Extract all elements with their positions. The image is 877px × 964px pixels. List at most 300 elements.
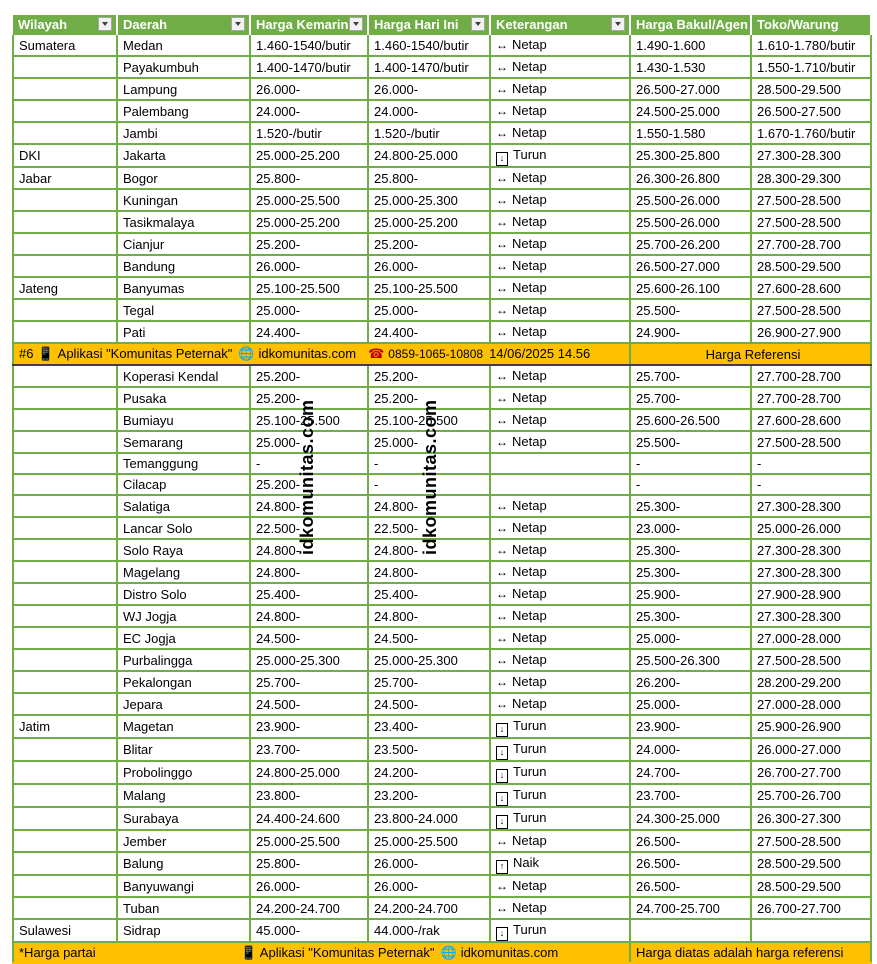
cell-col-6[interactable]: 27.000-28.000 bbox=[751, 693, 871, 715]
cell-col-4[interactable] bbox=[490, 365, 630, 387]
cell-col-0[interactable]: DKI bbox=[13, 144, 117, 167]
cell-col-3[interactable]: 25.000-25.300 bbox=[368, 189, 490, 211]
cell-col-0[interactable] bbox=[13, 233, 117, 255]
cell-col-5[interactable]: 1.490-1.600 bbox=[630, 35, 751, 56]
cell-col-4[interactable] bbox=[490, 35, 630, 56]
cell-col-6[interactable]: - bbox=[751, 453, 871, 474]
cell-col-1[interactable]: Banyumas bbox=[117, 277, 250, 299]
cell-col-5[interactable]: 25.700- bbox=[630, 365, 751, 387]
cell-col-5[interactable]: 23.000- bbox=[630, 517, 751, 539]
cell-col-6[interactable]: 28.500-29.500 bbox=[751, 852, 871, 875]
cell-col-6[interactable]: 1.670-1.760/butir bbox=[751, 122, 871, 144]
cell-col-4[interactable] bbox=[490, 605, 630, 627]
cell-col-3[interactable]: 24.800- bbox=[368, 539, 490, 561]
cell-col-3[interactable]: 25.000-25.200 bbox=[368, 211, 490, 233]
status-text: Netap bbox=[512, 696, 547, 711]
cell-col-1[interactable]: Jakarta bbox=[117, 144, 250, 167]
cell-col-4[interactable] bbox=[490, 583, 630, 605]
cell-col-3[interactable]: 24.800- bbox=[368, 561, 490, 583]
cell-col-4[interactable] bbox=[490, 671, 630, 693]
cell-col-1[interactable]: Jepara bbox=[117, 693, 250, 715]
cell-col-1[interactable]: Pusaka bbox=[117, 387, 250, 409]
cell-col-0[interactable] bbox=[13, 649, 117, 671]
cell-col-2[interactable]: 25.200- bbox=[250, 365, 368, 387]
cell-col-3[interactable]: 26.000- bbox=[368, 78, 490, 100]
cell-col-1[interactable]: Bogor bbox=[117, 167, 250, 189]
status-text: Netap bbox=[512, 674, 547, 689]
cell-col-6[interactable]: 26.300-27.300 bbox=[751, 807, 871, 830]
cell-col-3[interactable]: 24.800-25.000 bbox=[368, 144, 490, 167]
cell-col-3[interactable]: 1.400-1470/butir bbox=[368, 56, 490, 78]
cell-col-3[interactable]: 25.000-25.500 bbox=[368, 830, 490, 852]
cell-col-4[interactable] bbox=[490, 78, 630, 100]
cell-col-2[interactable]: 24.000- bbox=[250, 100, 368, 122]
cell-col-0[interactable] bbox=[13, 517, 117, 539]
cell-col-5[interactable]: 25.500-26.300 bbox=[630, 649, 751, 671]
cell-col-3[interactable]: 44.000-/rak bbox=[368, 919, 490, 942]
cell-col-0[interactable] bbox=[13, 693, 117, 715]
cell-col-4[interactable] bbox=[490, 693, 630, 715]
cell-col-6[interactable]: 27.500-28.500 bbox=[751, 649, 871, 671]
cell-col-4[interactable] bbox=[490, 409, 630, 431]
cell-col-3[interactable]: 25.000- bbox=[368, 431, 490, 453]
cell-col-1[interactable]: Surabaya bbox=[117, 807, 250, 830]
left-right-arrow-icon: ↔ bbox=[496, 543, 508, 557]
filter-dropdown-icon[interactable] bbox=[611, 17, 625, 31]
cell-col-2[interactable]: 1.460-1540/butir bbox=[250, 35, 368, 56]
cell-col-4[interactable] bbox=[490, 897, 630, 919]
cell-col-0[interactable] bbox=[13, 738, 117, 761]
cell-col-0[interactable] bbox=[13, 255, 117, 277]
cell-col-5[interactable]: 26.500- bbox=[630, 830, 751, 852]
cell-col-5[interactable]: - bbox=[630, 474, 751, 495]
cell-col-2[interactable]: 23.900- bbox=[250, 715, 368, 738]
cell-col-2[interactable]: 26.000- bbox=[250, 255, 368, 277]
cell-col-2[interactable]: 25.200- bbox=[250, 387, 368, 409]
cell-col-3[interactable]: 25.000-25.300 bbox=[368, 649, 490, 671]
cell-col-6[interactable]: 27.000-28.000 bbox=[751, 627, 871, 649]
cell-col-3[interactable]: 24.200-24.700 bbox=[368, 897, 490, 919]
cell-col-1[interactable]: Temanggung bbox=[117, 453, 250, 474]
cell-col-1[interactable]: Pekalongan bbox=[117, 671, 250, 693]
cell-col-4[interactable] bbox=[490, 453, 630, 474]
cell-col-2[interactable]: 25.000-25.200 bbox=[250, 144, 368, 167]
cell-col-0[interactable] bbox=[13, 539, 117, 561]
cell-col-2[interactable]: 24.800- bbox=[250, 495, 368, 517]
cell-col-5[interactable]: 25.300- bbox=[630, 495, 751, 517]
cell-col-6[interactable]: 27.600-28.600 bbox=[751, 277, 871, 299]
cell-col-6[interactable] bbox=[751, 919, 871, 942]
cell-col-5[interactable]: 24.000- bbox=[630, 738, 751, 761]
cell-col-0[interactable] bbox=[13, 784, 117, 807]
cell-col-4[interactable] bbox=[490, 627, 630, 649]
cell-col-2[interactable]: 25.800- bbox=[250, 852, 368, 875]
cell-col-3[interactable]: 1.460-1540/butir bbox=[368, 35, 490, 56]
cell-col-0[interactable] bbox=[13, 189, 117, 211]
cell-col-2[interactable]: 25.000- bbox=[250, 431, 368, 453]
cell-col-2[interactable]: 25.000- bbox=[250, 299, 368, 321]
cell-col-1[interactable]: Kuningan bbox=[117, 189, 250, 211]
cell-col-3[interactable]: - bbox=[368, 453, 490, 474]
filter-dropdown-icon[interactable] bbox=[231, 17, 245, 31]
cell-col-2[interactable]: 24.200-24.700 bbox=[250, 897, 368, 919]
cell-col-4[interactable] bbox=[490, 807, 630, 830]
cell-col-2[interactable]: 25.400- bbox=[250, 583, 368, 605]
cell-col-6[interactable]: 28.500-29.500 bbox=[751, 78, 871, 100]
cell-col-0[interactable] bbox=[13, 897, 117, 919]
cell-col-5[interactable]: 25.000- bbox=[630, 627, 751, 649]
cell-col-1[interactable]: Bumiayu bbox=[117, 409, 250, 431]
cell-col-4[interactable] bbox=[490, 255, 630, 277]
cell-col-0[interactable] bbox=[13, 321, 117, 343]
cell-col-6[interactable]: 28.300-29.300 bbox=[751, 167, 871, 189]
cell-col-4[interactable] bbox=[490, 144, 630, 167]
cell-col-4[interactable] bbox=[490, 761, 630, 784]
cell-col-6[interactable]: 27.500-28.500 bbox=[751, 211, 871, 233]
cell-col-1[interactable]: Palembang bbox=[117, 100, 250, 122]
cell-col-6[interactable]: 27.500-28.500 bbox=[751, 431, 871, 453]
cell-col-5[interactable]: 24.300-25.000 bbox=[630, 807, 751, 830]
table-row bbox=[13, 693, 871, 715]
cell-col-5[interactable]: 26.500- bbox=[630, 852, 751, 875]
cell-col-1[interactable]: Malang bbox=[117, 784, 250, 807]
cell-col-1[interactable]: EC Jogja bbox=[117, 627, 250, 649]
table-row bbox=[13, 539, 871, 561]
cell-col-3[interactable]: 26.000- bbox=[368, 852, 490, 875]
cell-col-6[interactable]: 25.000-26.000 bbox=[751, 517, 871, 539]
cell-col-1[interactable]: Jember bbox=[117, 830, 250, 852]
cell-col-0[interactable] bbox=[13, 409, 117, 431]
cell-col-2[interactable]: 24.500- bbox=[250, 693, 368, 715]
cell-col-5[interactable]: 24.700- bbox=[630, 761, 751, 784]
cell-col-4[interactable] bbox=[490, 299, 630, 321]
cell-col-5[interactable]: 25.600-26.100 bbox=[630, 277, 751, 299]
cell-col-5[interactable]: 26.300-26.800 bbox=[630, 167, 751, 189]
cell-col-6[interactable]: 25.900-26.900 bbox=[751, 715, 871, 738]
cell-col-2[interactable]: 25.800- bbox=[250, 167, 368, 189]
cell-col-1[interactable]: Tasikmalaya bbox=[117, 211, 250, 233]
cell-col-1[interactable]: Salatiga bbox=[117, 495, 250, 517]
cell-col-2[interactable]: 25.000-25.200 bbox=[250, 211, 368, 233]
cell-col-0[interactable] bbox=[13, 583, 117, 605]
cell-col-4[interactable] bbox=[490, 277, 630, 299]
cell-col-0[interactable] bbox=[13, 495, 117, 517]
cell-col-5[interactable]: 25.300-25.800 bbox=[630, 144, 751, 167]
cell-col-6[interactable]: 26.500-27.500 bbox=[751, 100, 871, 122]
cell-col-6[interactable]: 27.700-28.700 bbox=[751, 233, 871, 255]
cell-col-3[interactable]: 24.500- bbox=[368, 693, 490, 715]
cell-col-1[interactable]: Tuban bbox=[117, 897, 250, 919]
cell-col-3[interactable]: 23.800-24.000 bbox=[368, 807, 490, 830]
cell-col-3[interactable]: 25.100-25.500 bbox=[368, 409, 490, 431]
cell-col-3[interactable]: 23.500- bbox=[368, 738, 490, 761]
cell-col-6[interactable]: 26.900-27.900 bbox=[751, 321, 871, 343]
cell-col-5[interactable]: 26.500-27.000 bbox=[630, 78, 751, 100]
cell-col-5[interactable]: 25.300- bbox=[630, 539, 751, 561]
banner-site[interactable]: idkomunitas.com bbox=[258, 346, 357, 361]
cell-col-1[interactable]: Balung bbox=[117, 852, 250, 875]
cell-col-5[interactable]: 25.000- bbox=[630, 693, 751, 715]
cell-col-4[interactable] bbox=[490, 919, 630, 942]
cell-col-6[interactable]: 26.700-27.700 bbox=[751, 897, 871, 919]
cell-col-4[interactable] bbox=[490, 211, 630, 233]
cell-col-5[interactable]: 24.500-25.000 bbox=[630, 100, 751, 122]
cell-col-4[interactable] bbox=[490, 100, 630, 122]
cell-col-6[interactable]: 27.500-28.500 bbox=[751, 189, 871, 211]
cell-col-1[interactable]: Purbalingga bbox=[117, 649, 250, 671]
cell-col-1[interactable]: Solo Raya bbox=[117, 539, 250, 561]
cell-col-3[interactable]: 25.000- bbox=[368, 299, 490, 321]
cell-col-1[interactable]: Bandung bbox=[117, 255, 250, 277]
cell-col-4[interactable] bbox=[490, 561, 630, 583]
cell-col-5[interactable]: 25.500-26.000 bbox=[630, 189, 751, 211]
cell-col-3[interactable]: 23.400- bbox=[368, 715, 490, 738]
cell-col-1[interactable]: Probolinggo bbox=[117, 761, 250, 784]
cell-col-1[interactable]: Tegal bbox=[117, 299, 250, 321]
cell-col-5[interactable]: 25.600-26.500 bbox=[630, 409, 751, 431]
cell-col-2[interactable]: 24.800- bbox=[250, 561, 368, 583]
cell-col-3[interactable]: 26.000- bbox=[368, 875, 490, 897]
cell-col-2[interactable]: 24.500- bbox=[250, 627, 368, 649]
down-arrow-box-icon: ↓ bbox=[496, 815, 508, 829]
cell-col-1[interactable]: WJ Jogja bbox=[117, 605, 250, 627]
cell-col-5[interactable]: 25.500-26.000 bbox=[630, 211, 751, 233]
cell-col-0[interactable] bbox=[13, 431, 117, 453]
cell-col-3[interactable]: - bbox=[368, 474, 490, 495]
cell-col-5[interactable]: 23.700- bbox=[630, 784, 751, 807]
cell-col-1[interactable]: Medan bbox=[117, 35, 250, 56]
cell-col-6[interactable]: 28.500-29.500 bbox=[751, 255, 871, 277]
cell-col-2[interactable]: 22.500- bbox=[250, 517, 368, 539]
cell-col-4[interactable] bbox=[490, 495, 630, 517]
cell-col-4[interactable] bbox=[490, 122, 630, 144]
cell-col-4[interactable] bbox=[490, 189, 630, 211]
filter-dropdown-icon[interactable] bbox=[98, 17, 112, 31]
cell-col-0[interactable] bbox=[13, 211, 117, 233]
cell-col-2[interactable]: 1.400-1470/butir bbox=[250, 56, 368, 78]
cell-col-5[interactable]: 26.500- bbox=[630, 875, 751, 897]
cell-col-3[interactable]: 25.200- bbox=[368, 387, 490, 409]
cell-col-0[interactable]: Jabar bbox=[13, 167, 117, 189]
cell-col-0[interactable] bbox=[13, 671, 117, 693]
cell-col-2[interactable]: 25.000-25.500 bbox=[250, 830, 368, 852]
cell-col-6[interactable]: 26.000-27.000 bbox=[751, 738, 871, 761]
cell-col-4[interactable] bbox=[490, 738, 630, 761]
cell-col-0[interactable] bbox=[13, 474, 117, 495]
cell-col-2[interactable]: 25.000-25.500 bbox=[250, 189, 368, 211]
cell-col-0[interactable] bbox=[13, 875, 117, 897]
cell-col-3[interactable]: 1.520-/butir bbox=[368, 122, 490, 144]
cell-col-0[interactable]: Jateng bbox=[13, 277, 117, 299]
cell-col-4[interactable] bbox=[490, 539, 630, 561]
cell-col-0[interactable] bbox=[13, 561, 117, 583]
cell-col-0[interactable] bbox=[13, 299, 117, 321]
cell-col-6[interactable]: 28.500-29.500 bbox=[751, 875, 871, 897]
cell-col-3[interactable]: 25.200- bbox=[368, 233, 490, 255]
cell-col-4[interactable] bbox=[490, 715, 630, 738]
cell-col-0[interactable]: Sulawesi bbox=[13, 919, 117, 942]
cell-col-5[interactable]: 1.550-1.580 bbox=[630, 122, 751, 144]
cell-col-6[interactable]: 28.200-29.200 bbox=[751, 671, 871, 693]
cell-col-1[interactable]: Magelang bbox=[117, 561, 250, 583]
cell-col-6[interactable]: 1.610-1.780/butir bbox=[751, 35, 871, 56]
cell-col-0[interactable] bbox=[13, 761, 117, 784]
cell-col-5[interactable]: 23.900- bbox=[630, 715, 751, 738]
cell-col-4[interactable] bbox=[490, 784, 630, 807]
cell-col-0[interactable] bbox=[13, 56, 117, 78]
cell-col-5[interactable]: 25.500- bbox=[630, 299, 751, 321]
cell-col-3[interactable]: 25.200- bbox=[368, 365, 490, 387]
cell-col-5[interactable]: 25.500- bbox=[630, 431, 751, 453]
cell-col-3[interactable]: 25.800- bbox=[368, 167, 490, 189]
cell-col-0[interactable] bbox=[13, 453, 117, 474]
cell-col-3[interactable]: 24.800- bbox=[368, 605, 490, 627]
phone-app-icon: 📱 bbox=[37, 346, 54, 361]
cell-col-2[interactable]: 25.700- bbox=[250, 671, 368, 693]
filter-dropdown-icon[interactable] bbox=[349, 17, 363, 31]
cell-col-1[interactable]: Lancar Solo bbox=[117, 517, 250, 539]
cell-col-5[interactable]: 1.430-1.530 bbox=[630, 56, 751, 78]
cell-col-1[interactable]: Koperasi Kendal bbox=[117, 365, 250, 387]
cell-col-3[interactable]: 25.700- bbox=[368, 671, 490, 693]
cell-col-6[interactable]: 27.300-28.300 bbox=[751, 539, 871, 561]
cell-col-1[interactable]: Pati bbox=[117, 321, 250, 343]
cell-col-6[interactable]: 27.600-28.600 bbox=[751, 409, 871, 431]
cell-col-0[interactable] bbox=[13, 605, 117, 627]
cell-col-2[interactable]: 25.200- bbox=[250, 474, 368, 495]
cell-col-5[interactable]: 26.200- bbox=[630, 671, 751, 693]
cell-col-2[interactable]: 23.800- bbox=[250, 784, 368, 807]
cell-col-6[interactable]: 27.700-28.700 bbox=[751, 387, 871, 409]
filter-dropdown-icon[interactable] bbox=[471, 17, 485, 31]
cell-col-5[interactable]: 24.700-25.700 bbox=[630, 897, 751, 919]
cell-col-5[interactable]: 25.300- bbox=[630, 605, 751, 627]
cell-col-6[interactable]: 27.500-28.500 bbox=[751, 830, 871, 852]
cell-col-6[interactable]: 26.700-27.700 bbox=[751, 761, 871, 784]
cell-col-0[interactable] bbox=[13, 830, 117, 852]
cell-col-0[interactable] bbox=[13, 100, 117, 122]
cell-col-2[interactable]: 26.000- bbox=[250, 875, 368, 897]
cell-col-4[interactable] bbox=[490, 852, 630, 875]
cell-col-6[interactable]: - bbox=[751, 474, 871, 495]
cell-col-5[interactable]: 26.500-27.000 bbox=[630, 255, 751, 277]
cell-col-3[interactable]: 24.200- bbox=[368, 761, 490, 784]
cell-col-4[interactable] bbox=[490, 474, 630, 495]
cell-col-0[interactable] bbox=[13, 627, 117, 649]
cell-col-4[interactable] bbox=[490, 875, 630, 897]
cell-col-6[interactable]: 27.900-28.900 bbox=[751, 583, 871, 605]
cell-col-2[interactable]: 24.800- bbox=[250, 539, 368, 561]
cell-col-1[interactable]: Blitar bbox=[117, 738, 250, 761]
cell-col-4[interactable] bbox=[490, 431, 630, 453]
cell-col-0[interactable] bbox=[13, 387, 117, 409]
cell-col-4[interactable] bbox=[490, 167, 630, 189]
cell-col-2[interactable]: 26.000- bbox=[250, 78, 368, 100]
cell-col-1[interactable]: Magetan bbox=[117, 715, 250, 738]
cell-col-6[interactable]: 27.500-28.500 bbox=[751, 299, 871, 321]
status-text: Netap bbox=[512, 192, 547, 207]
cell-col-6[interactable]: 27.300-28.300 bbox=[751, 495, 871, 517]
cell-col-3[interactable]: 24.800- bbox=[368, 495, 490, 517]
cell-col-4[interactable] bbox=[490, 649, 630, 671]
cell-col-1[interactable]: Cianjur bbox=[117, 233, 250, 255]
cell-col-3[interactable]: 24.400- bbox=[368, 321, 490, 343]
cell-col-3[interactable]: 25.100-25.500 bbox=[368, 277, 490, 299]
cell-col-3[interactable]: 24.000- bbox=[368, 100, 490, 122]
cell-col-0[interactable] bbox=[13, 852, 117, 875]
cell-col-2[interactable]: 25.200- bbox=[250, 233, 368, 255]
cell-col-4[interactable] bbox=[490, 321, 630, 343]
cell-col-6[interactable]: 27.300-28.300 bbox=[751, 605, 871, 627]
cell-col-6[interactable]: 27.300-28.300 bbox=[751, 144, 871, 167]
cell-col-1[interactable]: Cilacap bbox=[117, 474, 250, 495]
table-row bbox=[13, 649, 871, 671]
cell-col-2[interactable]: 24.400-24.600 bbox=[250, 807, 368, 830]
cell-col-1[interactable]: Lampung bbox=[117, 78, 250, 100]
cell-col-2[interactable]: 24.800- bbox=[250, 605, 368, 627]
table-row bbox=[13, 671, 871, 693]
cell-col-1[interactable]: Payakumbuh bbox=[117, 56, 250, 78]
cell-col-0[interactable]: Jatim bbox=[13, 715, 117, 738]
cell-col-0[interactable]: Sumatera bbox=[13, 35, 117, 56]
cell-col-4[interactable] bbox=[490, 517, 630, 539]
table-row bbox=[13, 495, 871, 517]
cell-col-6[interactable]: 1.550-1.710/butir bbox=[751, 56, 871, 78]
cell-col-4[interactable] bbox=[490, 56, 630, 78]
cell-col-5[interactable]: - bbox=[630, 453, 751, 474]
cell-col-6[interactable]: 27.700-28.700 bbox=[751, 365, 871, 387]
cell-col-4[interactable] bbox=[490, 830, 630, 852]
cell-col-0[interactable] bbox=[13, 78, 117, 100]
cell-col-3[interactable]: 24.500- bbox=[368, 627, 490, 649]
cell-col-6[interactable]: 25.700-26.700 bbox=[751, 784, 871, 807]
cell-col-0[interactable] bbox=[13, 807, 117, 830]
footer-site[interactable]: idkomunitas.com bbox=[460, 945, 559, 960]
cell-col-2[interactable]: - bbox=[250, 453, 368, 474]
cell-col-1[interactable]: Banyuwangi bbox=[117, 875, 250, 897]
cell-col-1[interactable]: Semarang bbox=[117, 431, 250, 453]
cell-col-5[interactable]: 25.700-26.200 bbox=[630, 233, 751, 255]
cell-col-1[interactable]: Sidrap bbox=[117, 919, 250, 942]
cell-col-0[interactable] bbox=[13, 365, 117, 387]
cell-col-3[interactable]: 25.400- bbox=[368, 583, 490, 605]
cell-col-2[interactable]: 23.700- bbox=[250, 738, 368, 761]
cell-col-2[interactable]: 25.000-25.300 bbox=[250, 649, 368, 671]
cell-col-5[interactable]: 25.900- bbox=[630, 583, 751, 605]
cell-col-6[interactable]: 27.300-28.300 bbox=[751, 561, 871, 583]
column-header-label: Harga Kemarin bbox=[256, 17, 349, 32]
cell-col-5[interactable]: 24.900- bbox=[630, 321, 751, 343]
cell-col-1[interactable]: Jambi bbox=[117, 122, 250, 144]
cell-col-5[interactable] bbox=[630, 919, 751, 942]
cell-col-2[interactable]: 25.100-25.500 bbox=[250, 277, 368, 299]
cell-col-3[interactable]: 26.000- bbox=[368, 255, 490, 277]
cell-col-1[interactable]: Distro Solo bbox=[117, 583, 250, 605]
cell-col-4[interactable] bbox=[490, 233, 630, 255]
cell-col-5[interactable]: 25.700- bbox=[630, 387, 751, 409]
status-text: Turun bbox=[513, 764, 547, 779]
cell-col-2[interactable]: 24.400- bbox=[250, 321, 368, 343]
cell-col-3[interactable]: 22.500- bbox=[368, 517, 490, 539]
cell-col-2[interactable]: 1.520-/butir bbox=[250, 122, 368, 144]
cell-col-3[interactable]: 23.200- bbox=[368, 784, 490, 807]
cell-col-2[interactable]: 24.800-25.000 bbox=[250, 761, 368, 784]
cell-col-5[interactable]: 25.300- bbox=[630, 561, 751, 583]
cell-col-0[interactable] bbox=[13, 122, 117, 144]
cell-col-2[interactable]: 25.100-25.500 bbox=[250, 409, 368, 431]
cell-col-2[interactable]: 45.000- bbox=[250, 919, 368, 942]
cell-col-4[interactable] bbox=[490, 387, 630, 409]
